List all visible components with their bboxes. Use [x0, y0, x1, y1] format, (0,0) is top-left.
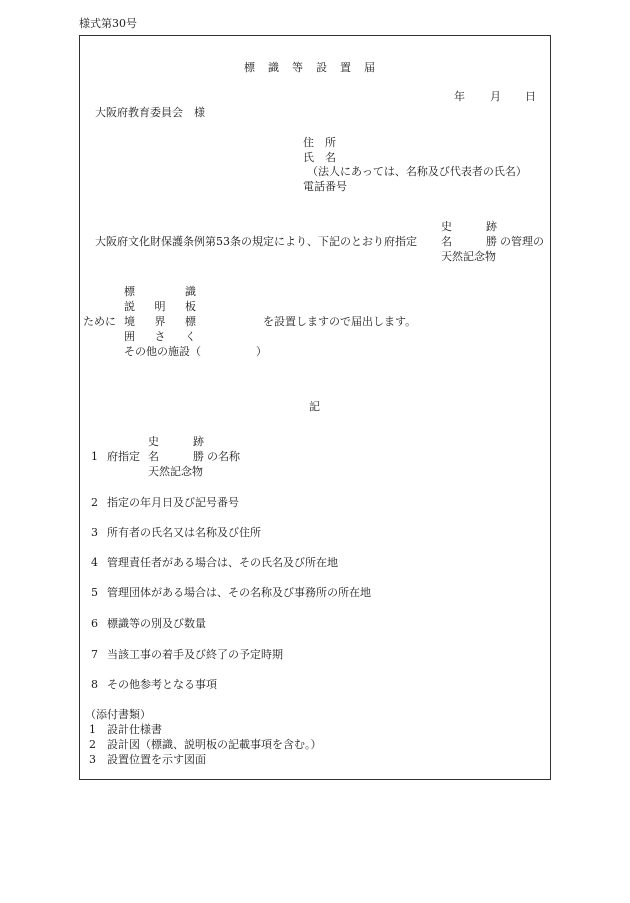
item1-shiseki-1: 史 — [148, 435, 159, 448]
form-number: 様式第30号 — [79, 17, 137, 30]
ki-heading: 記 — [309, 400, 320, 413]
statement-lead: 大阪府文化財保護条例第53条の規定により、下記のとおり府指定 — [95, 235, 417, 248]
facility-setsumeiban — [124, 301, 196, 312]
type-shiseki-1: 史 — [441, 220, 452, 233]
item1-number: 1 — [91, 450, 98, 463]
item1-tennen: 天然記念物 — [148, 465, 203, 478]
date-day: 日 — [525, 90, 536, 103]
facility-char: 界 — [154, 315, 166, 328]
item-number: 4 — [91, 556, 98, 569]
facility-char: 境 — [124, 315, 135, 328]
item-number: 8 — [91, 678, 98, 691]
item1-suffix: の名称 — [207, 450, 240, 463]
facility-char: 標 — [185, 315, 196, 328]
facility-char: く — [185, 330, 196, 343]
attachment-number: 3 — [89, 753, 96, 766]
address-label: 住 所 — [303, 136, 336, 149]
statement-tail: の管理の — [500, 235, 544, 248]
item1-shiseki-2: 跡 — [193, 435, 204, 448]
facility-kyokaihyo — [124, 316, 196, 327]
attachment-number: 2 — [89, 738, 96, 751]
facility-char: 囲 — [124, 330, 135, 343]
item-text: 標識等の別及び数量 — [107, 617, 206, 630]
facility-char: 明 — [154, 300, 166, 313]
type-shiseki-2: 跡 — [486, 220, 497, 233]
type-meisho-1: 名 — [441, 235, 452, 248]
item-number: 2 — [91, 496, 98, 509]
item-number: 5 — [91, 586, 98, 599]
facility-isaku — [124, 331, 196, 342]
facility-hyoshiki — [124, 286, 196, 297]
item-text: 指定の年月日及び記号番号 — [107, 496, 239, 509]
item-text: その他参考となる事項 — [107, 678, 217, 691]
attachments-heading: （添付書類） — [85, 708, 151, 721]
facility-char: 板 — [185, 300, 196, 313]
item1-prefix: 府指定 — [107, 450, 140, 463]
date-year: 年 — [454, 90, 465, 103]
attachment-text: 設計図（標識、説明板の記載事項を含む。） — [107, 738, 322, 751]
phone-label: 電話番号 — [303, 180, 347, 193]
type-meisho-2: 勝 — [486, 235, 497, 248]
facility-char: さ — [154, 330, 166, 343]
form-title: 標 識 等 設 置 届 — [244, 61, 376, 74]
attachment-number: 1 — [89, 723, 96, 736]
item-text: 当該工事の着手及び終了の予定時期 — [107, 648, 283, 661]
item-number: 6 — [91, 617, 98, 630]
addressee: 大阪府教育委員会 様 — [95, 106, 205, 119]
facility-char: 説 — [124, 300, 135, 313]
type-tennen: 天然記念物 — [441, 250, 496, 263]
facilities-prefix: ために — [83, 315, 116, 328]
date-month: 月 — [490, 90, 501, 103]
item-text: 管理団体がある場合は、その名称及び事務所の所在地 — [107, 586, 371, 599]
item1-meisho-1: 名 — [148, 450, 159, 463]
item-text: 管理責任者がある場合は、その氏名及び所在地 — [107, 556, 338, 569]
facility-char: 標 — [124, 285, 135, 298]
attachment-text: 設置位置を示す図面 — [107, 753, 206, 766]
attachment-text: 設計仕様書 — [107, 723, 162, 736]
item-number: 7 — [91, 648, 98, 661]
name-label: 氏 名 — [303, 151, 336, 164]
facilities-suffix: を設置しますので届出します。 — [263, 315, 417, 328]
item-text: 所有者の氏名又は名称及び住所 — [107, 526, 261, 539]
item1-meisho-2: 勝 — [193, 450, 204, 463]
facility-other: その他の施設（ ） — [124, 345, 267, 358]
item-number: 3 — [91, 526, 98, 539]
name-note: （法人にあっては、名称及び代表者の氏名） — [307, 165, 527, 178]
facility-char: 識 — [185, 285, 196, 298]
